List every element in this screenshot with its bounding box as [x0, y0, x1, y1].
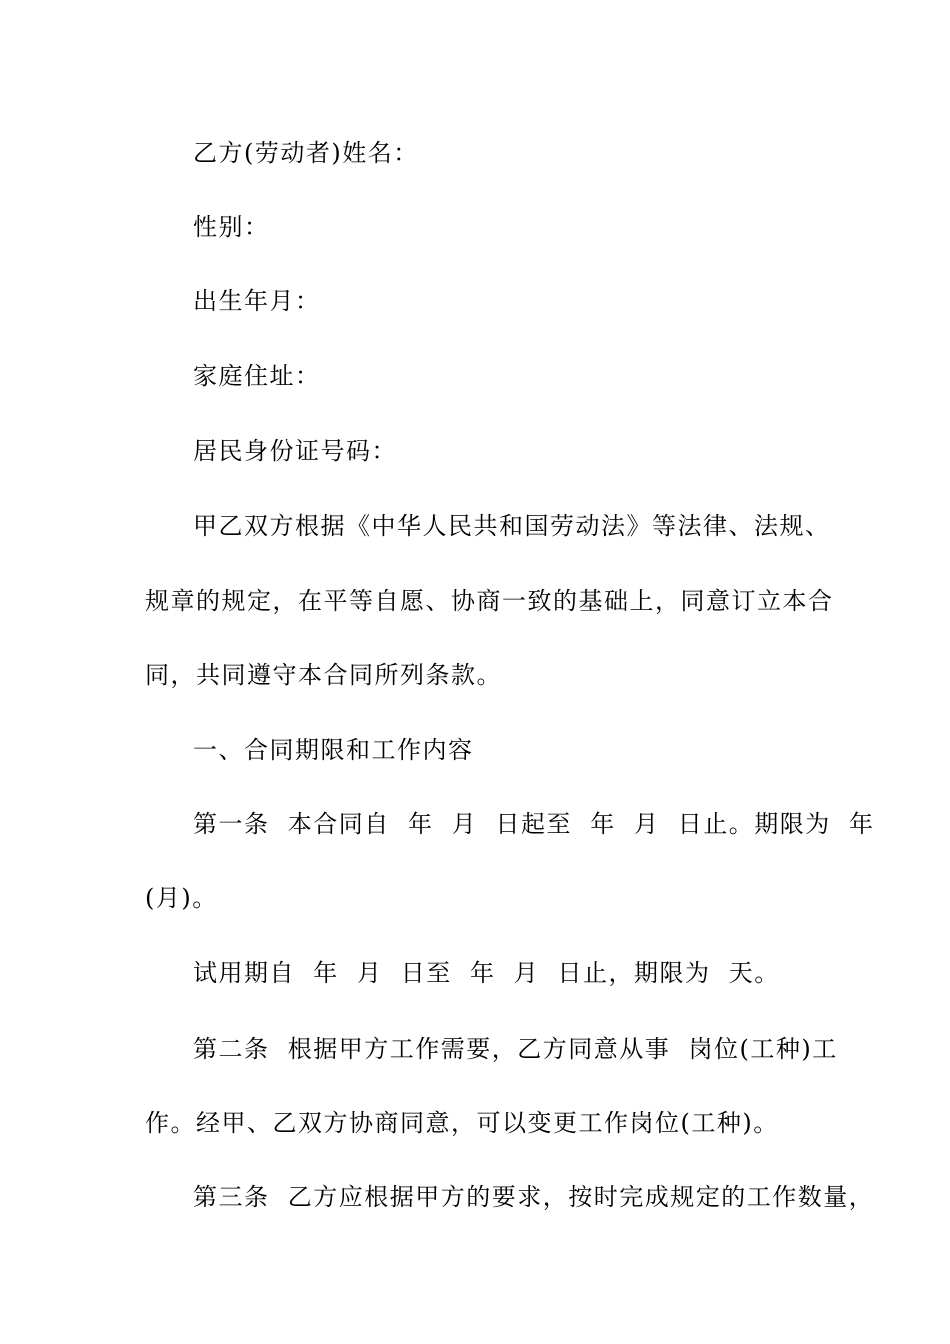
- field-worker-name: 乙方(劳动者)姓名：: [193, 139, 419, 167]
- field-gender: 性别：: [193, 213, 270, 241]
- preamble-line-2: 规章的规定，在平等自愿、协商一致的基础上，同意订立本合: [145, 587, 834, 615]
- field-birth-date: 出生年月：: [193, 287, 321, 315]
- article-2-line-1: 第二条 根据甲方工作需要，乙方同意从事 岗位(工种)工: [193, 1035, 838, 1063]
- field-id-number: 居民身份证号码：: [193, 437, 397, 465]
- preamble-line-1: 甲乙双方根据《中华人民共和国劳动法》等法律、法规、: [193, 512, 831, 540]
- preamble-line-3: 同，共同遵守本合同所列条款。: [145, 661, 502, 689]
- article-1-line-2: (月)。: [145, 884, 218, 912]
- section-heading-term-and-work: 一、合同期限和工作内容: [193, 736, 474, 764]
- probation-line: 试用期自 年 月 日至 年 月 日止，期限为 天。: [193, 959, 780, 987]
- field-home-address: 家庭住址：: [193, 362, 321, 390]
- article-3-line-1: 第三条 乙方应根据甲方的要求，按时完成规定的工作数量，: [193, 1183, 875, 1211]
- article-1-line-1: 第一条 本合同自 年 月 日起至 年 月 日止。期限为 年: [193, 810, 875, 838]
- article-2-line-2: 作。经甲、乙双方协商同意，可以变更工作岗位(工种)。: [145, 1109, 779, 1137]
